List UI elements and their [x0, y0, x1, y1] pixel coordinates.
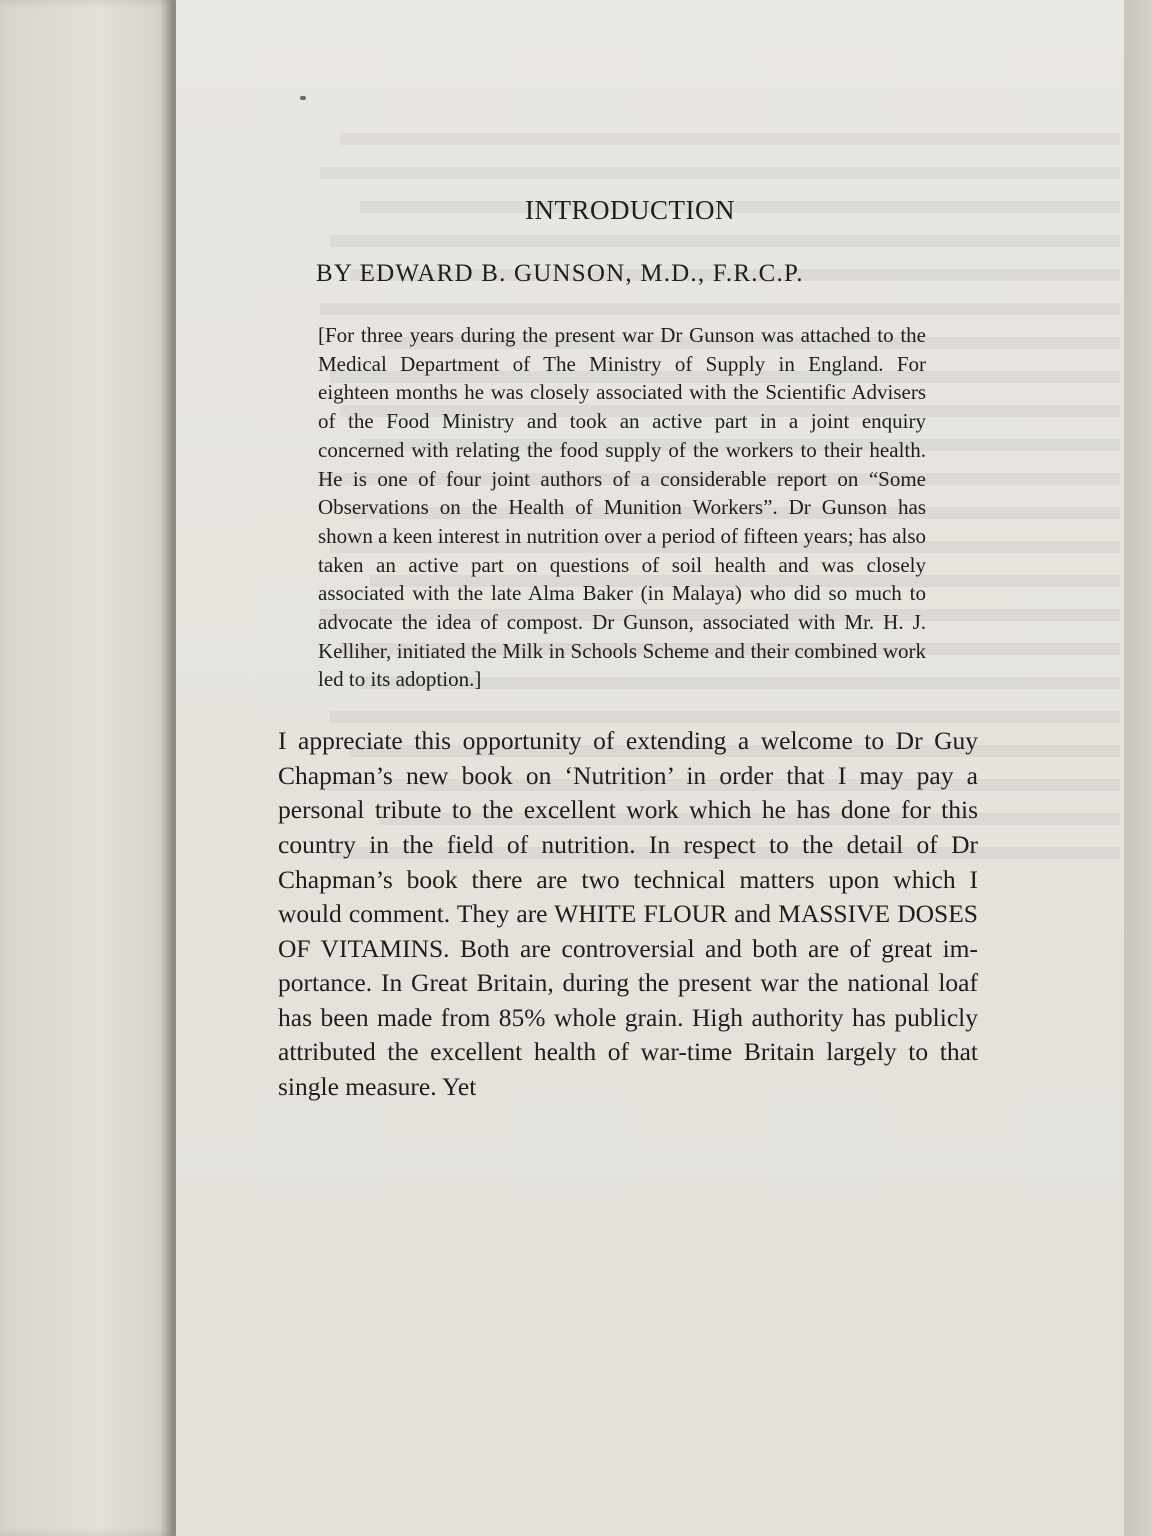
ink-speck	[300, 96, 306, 100]
author-line: BY EDWARD B. GUNSON, M.D., F.R.C.P.	[316, 260, 804, 287]
right-page-edge	[1124, 0, 1152, 1536]
page-title: INTRODUCTION	[525, 195, 735, 225]
body-paragraph: I appreciate this opportunity of extending a welcome to Dr Guy Chapman’s new book on ‘Nutrition’ in order that I may pay a personal tribute to the excellent work which he has done for this country in the field of nutrition. In respect to the detail of Dr Chapman’s book there are two technical matters upon which I would comment. They are WHITE FLOUR and MASSIVE DOSES OF VITAMINS. Both are controversial and both are of great importance. In Great Britain, during the present war the national loaf has been made from 85% whole grain. High authority has publicly attributed the excellent health of war-time Britain largely to that single measure. Yet	[278, 726, 978, 1102]
page-text	[240, 195, 1000, 1105]
author-bio-paragraph: [For three years during the present war Dr Gunson was attached to the Medical Department of The Ministry of Supply in England. For eighteen months he was closely associated with the Scientific Advisers of the Food Ministry and took an active part in a joint enquiry concerned with relating the food supply of the workers to their health. He is one of four joint authors of a considerable report on “Some Observations on the Health of Munition Workers”. Dr Gunson has shown a keen interest in nutrition over a period of fifteen years; has also taken an active part on questions of soil health and was closely associated with the late Alma Baker (in Malaya) who did so much to advocate the idea of compost. Dr Gunson, associated with Mr. H. J. Kelliher, initiated the Milk in Schools Scheme and their combined work led to its adoption.]	[318, 323, 926, 692]
left-page	[0, 0, 178, 1536]
